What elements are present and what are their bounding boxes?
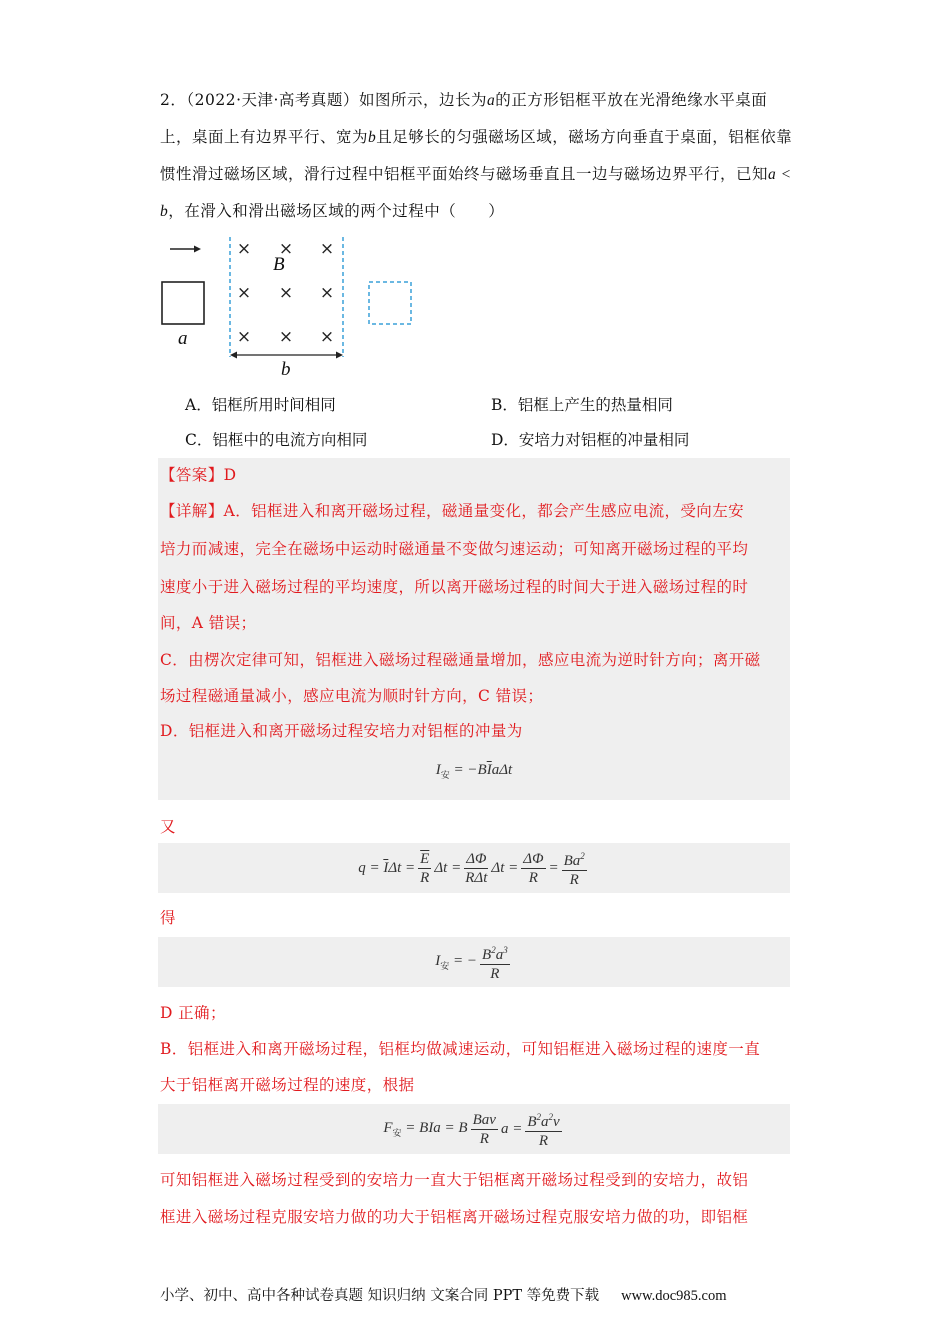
cross: × — [236, 283, 252, 303]
width-label-b: b — [281, 359, 291, 380]
explanation-b-line2: 大于铝框离开磁场过程的速度，根据 — [160, 1076, 415, 1094]
cross: × — [319, 327, 335, 347]
cross: × — [236, 239, 252, 259]
option-b: B．铝框上产生的热量相同 — [491, 396, 673, 414]
cross: × — [236, 327, 252, 347]
explanation-b-line3: 可知铝框进入磁场过程受到的安培力一直大于铝框离开磁场过程受到的安培力，故铝 — [160, 1171, 749, 1189]
explanation-a-line3: 速度小于进入磁场过程的平均速度，所以离开磁场过程的时间大于进入磁场过程的时 — [160, 578, 749, 596]
frame-exit-position — [369, 282, 411, 324]
cross: × — [278, 283, 294, 303]
page-footer — [160, 1284, 727, 1305]
answer-label: 【答案】D — [160, 466, 237, 484]
text-de: 得 — [160, 909, 176, 927]
question-number: 2． — [160, 91, 187, 109]
option-d: D．安培力对铝框的冲量相同 — [491, 431, 690, 449]
option-c: C．铝框中的电流方向相同 — [185, 431, 368, 449]
formula-impulse-result: $I_安$ = − $\frac{B^2a^3}{R}$ — [158, 937, 790, 987]
explanation-a-line4: 间，A 错误； — [160, 614, 257, 632]
question-text: 2．（2022·天津·高考真题）如图所示，边长为a的正方形铝框平放在光滑绝缘水平桌面上，桌面上有边界平行、宽为b且足够长的匀强磁场区域，磁场方向垂直于桌面，铝框依靠惯性滑过磁场区域，滑行过程中铝框平面始终与磁场垂直且一边与磁场边界平行，已知a < b，在滑入和滑出磁场区域的两个过程中（ ） — [160, 91, 793, 220]
cross: × — [319, 283, 335, 303]
field-label-B: B — [273, 254, 285, 275]
cross: × — [278, 239, 294, 259]
cross: × — [319, 239, 335, 259]
explanation-a-line1: 【详解】A．铝框进入和离开磁场过程，磁通量变化，都会产生感应电流，受向左安 — [160, 502, 745, 520]
footer-url: www.doc985.com — [621, 1288, 727, 1304]
explanation-d-line1: D．铝框进入和离开磁场过程安培力对铝框的冲量为 — [160, 722, 523, 740]
velocity-arrow-head — [194, 246, 201, 253]
formula-force: $F_安$ = BIa = B Bav R a = $\frac{B^2a^2v}{R}$ — [158, 1104, 790, 1154]
formula-charge: $q = \overline{I}\Delta t$ = $\frac{\overline{E}}{R}$ Δt = ΔΦ RΔt Δt = $\frac{\Delta\Phi}{R}$ = $\frac{Ba^2}{R}$ — [158, 843, 790, 893]
footer-text: 小学、初中、高中各种试卷真题 知识归纳 文案合同 PPT 等免费下载 — [160, 1288, 600, 1304]
explanation-b-line1: B．铝框进入和离开磁场过程，铝框均做减速运动，可知铝框进入磁场过程的速度一直 — [160, 1040, 761, 1058]
magnetic-field-figure — [150, 232, 430, 382]
question-source: （2022·天津·高考真题） — [186, 91, 359, 109]
formula-impulse: $I_安 = -B\overline{I}a\Delta t$ — [158, 745, 790, 797]
d-correct: D 正确； — [160, 1004, 226, 1022]
explanation-c-line2: 场过程磁通量减小，感应电流为顺时针方向，C 错误； — [160, 687, 544, 705]
explanation-b-line4: 框进入磁场过程克服安培力做的功大于铝框离开磁场过程克服安培力做的功，即铝框 — [160, 1208, 749, 1226]
side-label-a: a — [178, 328, 188, 349]
explanation-c-line1: C．由楞次定律可知，铝框进入磁场过程磁通量增加，感应电流为逆时针方向；离开磁 — [160, 651, 761, 669]
cross: × — [278, 327, 294, 347]
detail-label: 【详解】 — [160, 502, 224, 520]
explanation-a-line2: 培力而减速，完全在磁场中运动时磁通量不变做匀速运动；可知离开磁场过程的平均 — [160, 540, 749, 558]
text-you: 又 — [160, 818, 176, 836]
aluminum-frame — [162, 282, 204, 324]
option-a: A．铝框所用时间相同 — [185, 396, 336, 414]
field-crosses — [237, 239, 334, 347]
